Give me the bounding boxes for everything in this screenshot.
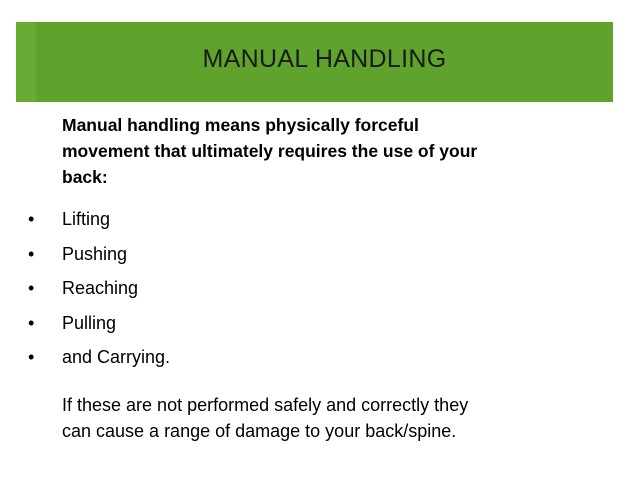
bullet-icon: • bbox=[28, 209, 35, 229]
bullet-item bbox=[20, 275, 600, 310]
bullet-item bbox=[20, 241, 600, 276]
bullet-icon: • bbox=[28, 347, 35, 367]
outro-paragraph bbox=[62, 392, 622, 444]
outro-line: If these are not performed safely and correctly they bbox=[62, 395, 469, 415]
bullet-list bbox=[20, 206, 600, 379]
intro-paragraph bbox=[62, 112, 622, 190]
bullet-text: Reaching bbox=[62, 278, 139, 298]
bullet-text: Pulling bbox=[62, 312, 117, 333]
bullet-item bbox=[20, 206, 600, 241]
bullet-item bbox=[20, 310, 600, 345]
bullet-icon: • bbox=[28, 278, 35, 298]
bullet-text: Lifting bbox=[62, 209, 111, 229]
bullet-icon: • bbox=[28, 312, 35, 333]
intro-line: Manual handling means physically forceful bbox=[62, 115, 419, 135]
bullet-text: and Carrying. bbox=[62, 347, 171, 367]
bullet-text: Pushing bbox=[62, 243, 128, 264]
outro-line: can cause a range of damage to your back/spine. bbox=[62, 421, 457, 441]
bullet-item bbox=[20, 344, 600, 379]
bullet-icon: • bbox=[28, 243, 35, 264]
intro-line: movement that ultimately requires the use of your bbox=[62, 141, 478, 161]
slide-title: MANUAL HANDLING bbox=[202, 44, 447, 73]
intro-line: back: bbox=[62, 167, 108, 187]
